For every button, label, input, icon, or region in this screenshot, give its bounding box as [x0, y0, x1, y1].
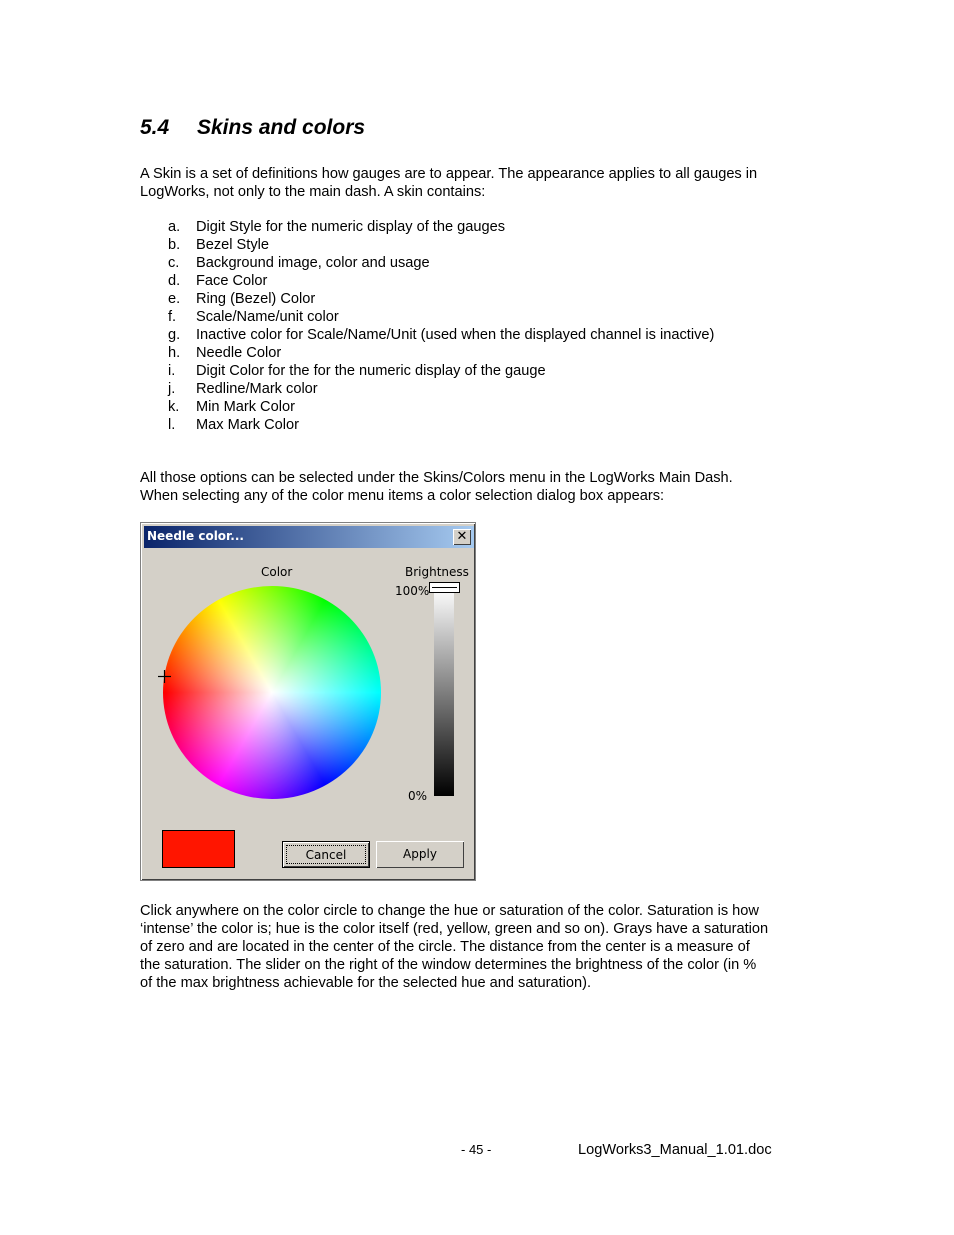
skin-contents-list [168, 218, 714, 434]
selected-color-swatch [162, 830, 235, 868]
explanation-line: of zero and are located in the center of the circle. The distance from the center is a measure of [140, 939, 750, 955]
section-heading [140, 116, 365, 140]
cancel-button[interactable] [282, 841, 370, 868]
apply-button-label: Apply [403, 847, 437, 861]
list-item: d. Face Color [168, 273, 268, 289]
list-item: b. Bezel Style [168, 237, 270, 253]
list-item: i. Digit Color for the for the numeric display of the gauge [168, 363, 546, 379]
hue-crosshair-icon [158, 670, 171, 683]
explanation-line: Click anywhere on the color circle to change the hue or saturation of the color. Saturation is how [140, 903, 759, 919]
section-number: 5.4 [140, 116, 170, 139]
explanation-line: ‘intense’ the color is; hue is the color itself (red, yellow, green and so on). Grays have a saturation [140, 921, 769, 937]
explanation-line: the saturation. The slider on the right of the window determines the brightness of the color (in % [140, 957, 757, 973]
brightness-max-label: 100% [395, 584, 430, 598]
dialog-titlebar [144, 526, 474, 548]
close-button[interactable] [453, 529, 471, 545]
list-item: h. Needle Color [168, 345, 282, 361]
dialog-title: Needle color... [147, 529, 244, 543]
list-item: a. Digit Style for the numeric display of the gauges [168, 219, 506, 235]
page-number: - 45 - [461, 1142, 492, 1157]
brightness-min-label: 0% [408, 789, 428, 803]
intro-line: LogWorks, not only to the main dash. A skin contains: [140, 184, 486, 200]
apply-button[interactable] [376, 841, 464, 868]
needle-color-dialog [140, 522, 476, 881]
list-item: g. Inactive color for Scale/Name/Unit (used when the displayed channel is inactive) [168, 327, 715, 343]
brightness-slider[interactable] [434, 587, 454, 796]
intro-paragraph [140, 165, 757, 201]
list-item: f. Scale/Name/unit color [168, 309, 339, 325]
explanation-paragraph [140, 902, 768, 992]
brightness-label: Brightness [405, 565, 469, 579]
brightness-slider-thumb[interactable] [429, 582, 460, 593]
list-item: c. Background image, color and usage [168, 255, 430, 271]
color-wheel[interactable] [163, 586, 381, 799]
list-item: k. Min Mark Color [168, 399, 295, 415]
list-item: j. Redline/Mark color [168, 381, 318, 397]
cancel-button-label: Cancel [305, 848, 347, 862]
close-icon: ✕ [456, 529, 468, 544]
intro-line: A Skin is a set of definitions how gauges are to appear. The appearance applies to all gauges in [140, 166, 758, 182]
list-item: l. Max Mark Color [168, 417, 299, 433]
section-title: Skins and colors [197, 116, 366, 139]
options-line: When selecting any of the color menu items a color selection dialog box appears: [140, 488, 665, 504]
color-label: Color [261, 565, 293, 579]
options-line: All those options can be selected under the Skins/Colors menu in the LogWorks Main Dash. [140, 470, 733, 486]
options-paragraph [140, 469, 733, 505]
explanation-line: of the max brightness achievable for the selected hue and saturation). [140, 975, 592, 991]
list-item: e. Ring (Bezel) Color [168, 291, 316, 307]
document-filename: LogWorks3_Manual_1.01.doc [578, 1142, 772, 1158]
